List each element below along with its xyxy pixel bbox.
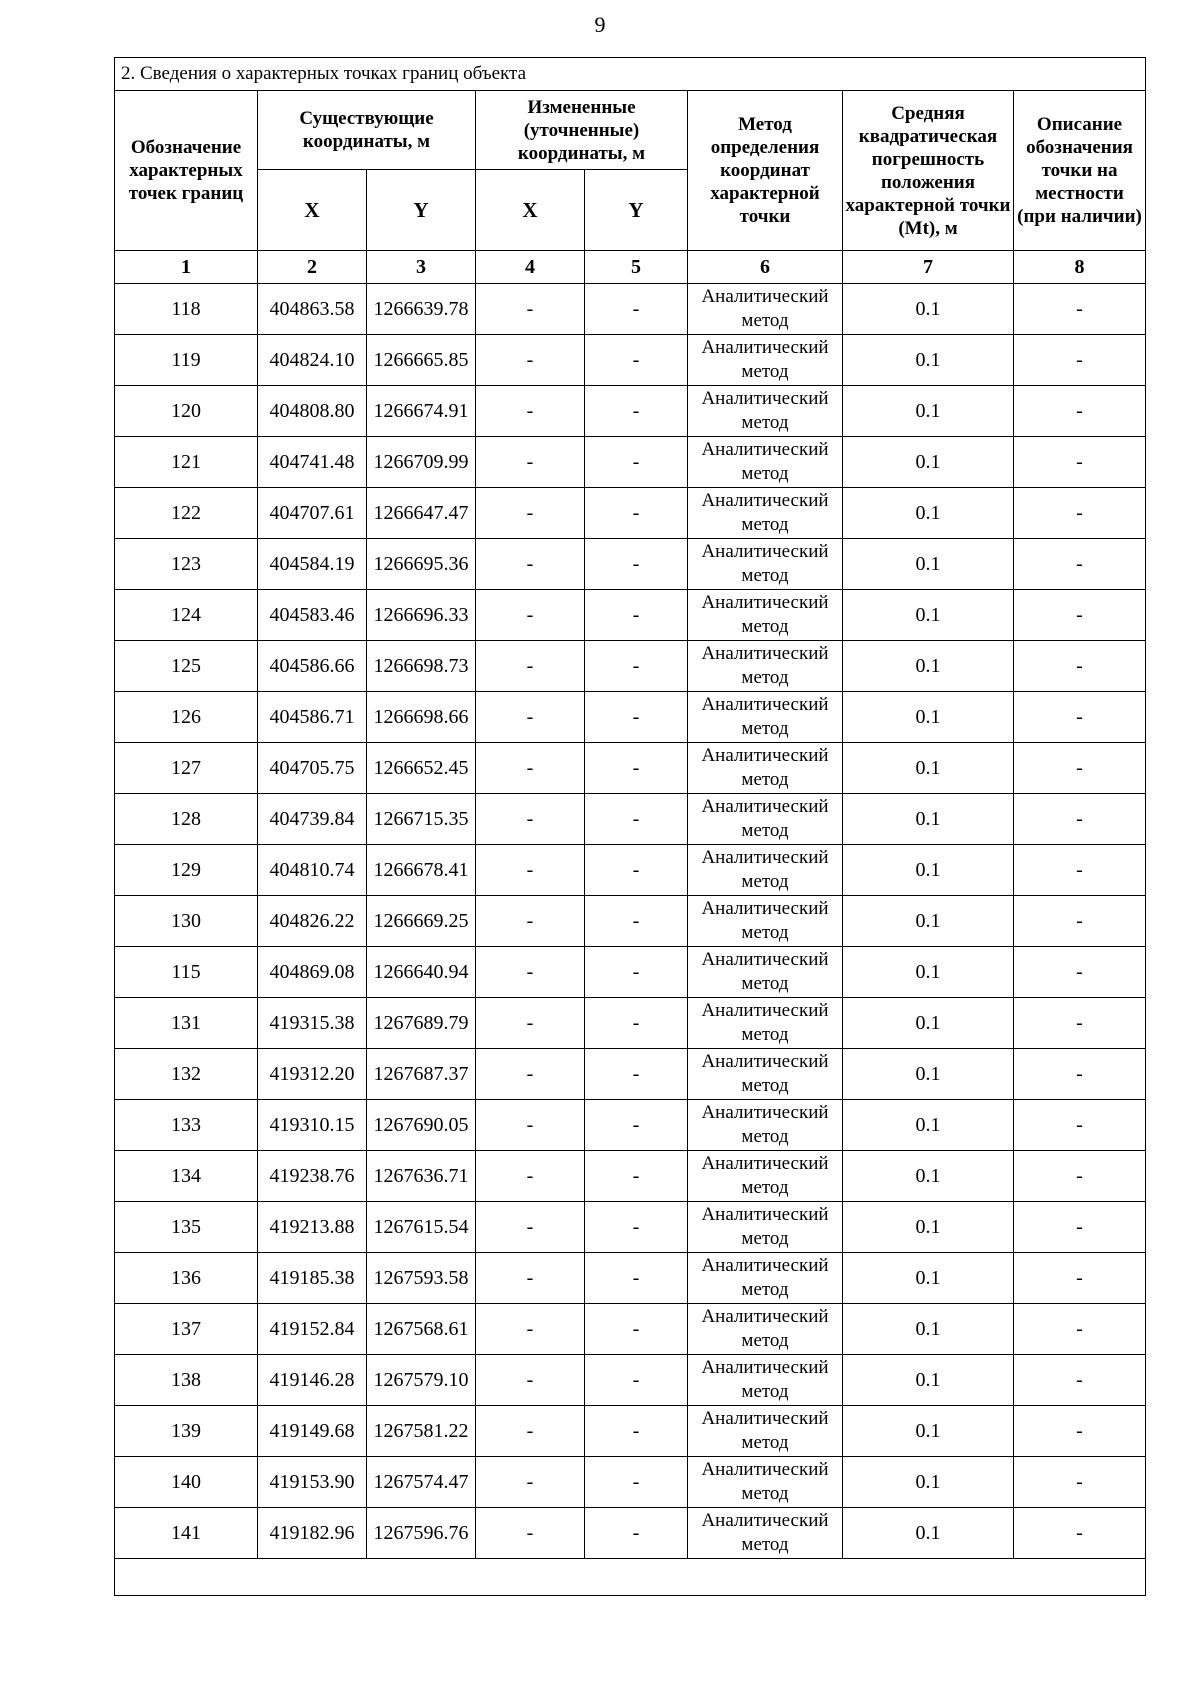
changed-x-cell: - — [476, 641, 585, 692]
error-cell: 0.1 — [843, 590, 1014, 641]
changed-x-cell: - — [476, 692, 585, 743]
header-changed-y: Y — [585, 170, 688, 251]
changed-y-cell: - — [585, 539, 688, 590]
point-id-cell: 136 — [115, 1253, 258, 1304]
existing-y-cell: 1267689.79 — [367, 998, 476, 1049]
table-row — [115, 1355, 1146, 1406]
existing-x-cell: 404583.46 — [258, 590, 367, 641]
changed-y-cell: - — [585, 284, 688, 335]
changed-y-cell: - — [585, 1100, 688, 1151]
existing-y-cell: 1266669.25 — [367, 896, 476, 947]
table-row — [115, 692, 1146, 743]
point-id-cell: 124 — [115, 590, 258, 641]
existing-x-cell: 404808.80 — [258, 386, 367, 437]
description-cell: - — [1014, 641, 1146, 692]
header-designation: Обозначение характерных точек границ — [115, 91, 258, 251]
table-row — [115, 1457, 1146, 1508]
description-cell: - — [1014, 1151, 1146, 1202]
error-cell: 0.1 — [843, 1406, 1014, 1457]
existing-y-cell: 1266709.99 — [367, 437, 476, 488]
point-id-cell: 118 — [115, 284, 258, 335]
description-cell: - — [1014, 539, 1146, 590]
changed-y-cell: - — [585, 743, 688, 794]
existing-y-cell: 1267636.71 — [367, 1151, 476, 1202]
point-id-cell: 138 — [115, 1355, 258, 1406]
header-existing-coordinates: Существующие координаты, м — [258, 91, 476, 170]
empty-footer-cell — [115, 1559, 1146, 1596]
existing-x-cell: 404586.66 — [258, 641, 367, 692]
error-cell: 0.1 — [843, 1151, 1014, 1202]
header-existing-y: Y — [367, 170, 476, 251]
error-cell: 0.1 — [843, 692, 1014, 743]
method-cell: Аналитический метод — [688, 1202, 843, 1253]
error-cell: 0.1 — [843, 641, 1014, 692]
existing-x-cell: 419149.68 — [258, 1406, 367, 1457]
existing-x-cell: 419153.90 — [258, 1457, 367, 1508]
table-row — [115, 794, 1146, 845]
changed-x-cell: - — [476, 1508, 585, 1559]
existing-y-cell: 1266665.85 — [367, 335, 476, 386]
changed-x-cell: - — [476, 1253, 585, 1304]
changed-x-cell: - — [476, 1406, 585, 1457]
error-cell: 0.1 — [843, 386, 1014, 437]
point-id-cell: 140 — [115, 1457, 258, 1508]
table-body — [115, 284, 1146, 1559]
error-cell: 0.1 — [843, 896, 1014, 947]
column-number: 2 — [258, 251, 367, 284]
changed-y-cell: - — [585, 1457, 688, 1508]
method-cell: Аналитический метод — [688, 845, 843, 896]
method-cell: Аналитический метод — [688, 335, 843, 386]
changed-x-cell: - — [476, 386, 585, 437]
changed-x-cell: - — [476, 1100, 585, 1151]
changed-y-cell: - — [585, 1355, 688, 1406]
point-id-cell: 126 — [115, 692, 258, 743]
error-cell: 0.1 — [843, 743, 1014, 794]
changed-y-cell: - — [585, 437, 688, 488]
table-row — [115, 641, 1146, 692]
existing-y-cell: 1267687.37 — [367, 1049, 476, 1100]
method-cell: Аналитический метод — [688, 896, 843, 947]
point-id-cell: 122 — [115, 488, 258, 539]
table-row — [115, 1304, 1146, 1355]
method-cell: Аналитический метод — [688, 1049, 843, 1100]
existing-x-cell: 419182.96 — [258, 1508, 367, 1559]
changed-x-cell: - — [476, 1049, 585, 1100]
error-cell: 0.1 — [843, 1304, 1014, 1355]
point-id-cell: 125 — [115, 641, 258, 692]
changed-y-cell: - — [585, 998, 688, 1049]
header-changed-x: X — [476, 170, 585, 251]
changed-x-cell: - — [476, 488, 585, 539]
description-cell: - — [1014, 284, 1146, 335]
changed-x-cell: - — [476, 1151, 585, 1202]
changed-y-cell: - — [585, 590, 688, 641]
description-cell: - — [1014, 1406, 1146, 1457]
existing-x-cell: 404707.61 — [258, 488, 367, 539]
table-row — [115, 284, 1146, 335]
description-cell: - — [1014, 692, 1146, 743]
existing-y-cell: 1267593.58 — [367, 1253, 476, 1304]
method-cell: Аналитический метод — [688, 590, 843, 641]
point-id-cell: 139 — [115, 1406, 258, 1457]
existing-y-cell: 1267596.76 — [367, 1508, 476, 1559]
point-id-cell: 134 — [115, 1151, 258, 1202]
description-cell: - — [1014, 488, 1146, 539]
table-row — [115, 335, 1146, 386]
changed-y-cell: - — [585, 845, 688, 896]
changed-y-cell: - — [585, 488, 688, 539]
error-cell: 0.1 — [843, 947, 1014, 998]
description-cell: - — [1014, 1508, 1146, 1559]
header-existing-x: X — [258, 170, 367, 251]
column-number: 1 — [115, 251, 258, 284]
table-row — [115, 1253, 1146, 1304]
error-cell: 0.1 — [843, 1253, 1014, 1304]
table-row — [115, 539, 1146, 590]
column-number: 8 — [1014, 251, 1146, 284]
changed-y-cell: - — [585, 1151, 688, 1202]
existing-y-cell: 1266695.36 — [367, 539, 476, 590]
method-cell: Аналитический метод — [688, 284, 843, 335]
error-cell: 0.1 — [843, 437, 1014, 488]
changed-y-cell: - — [585, 1508, 688, 1559]
description-cell: - — [1014, 743, 1146, 794]
method-cell: Аналитический метод — [688, 437, 843, 488]
existing-y-cell: 1266652.45 — [367, 743, 476, 794]
method-cell: Аналитический метод — [688, 1508, 843, 1559]
description-cell: - — [1014, 845, 1146, 896]
method-cell: Аналитический метод — [688, 794, 843, 845]
existing-x-cell: 404810.74 — [258, 845, 367, 896]
method-cell: Аналитический метод — [688, 1355, 843, 1406]
method-cell: Аналитический метод — [688, 692, 843, 743]
point-id-cell: 133 — [115, 1100, 258, 1151]
description-cell: - — [1014, 1202, 1146, 1253]
point-id-cell: 132 — [115, 1049, 258, 1100]
point-id-cell: 135 — [115, 1202, 258, 1253]
method-cell: Аналитический метод — [688, 539, 843, 590]
existing-x-cell: 404741.48 — [258, 437, 367, 488]
point-id-cell: 121 — [115, 437, 258, 488]
existing-y-cell: 1267574.47 — [367, 1457, 476, 1508]
description-cell: - — [1014, 794, 1146, 845]
description-cell: - — [1014, 1253, 1146, 1304]
page-number: 9 — [594, 12, 606, 37]
error-cell: 0.1 — [843, 845, 1014, 896]
point-id-cell: 123 — [115, 539, 258, 590]
point-id-cell: 115 — [115, 947, 258, 998]
description-cell: - — [1014, 896, 1146, 947]
existing-x-cell: 419238.76 — [258, 1151, 367, 1202]
point-id-cell: 127 — [115, 743, 258, 794]
changed-x-cell: - — [476, 947, 585, 998]
changed-x-cell: - — [476, 998, 585, 1049]
changed-y-cell: - — [585, 335, 688, 386]
empty-footer-row — [115, 1559, 1146, 1596]
changed-x-cell: - — [476, 896, 585, 947]
error-cell: 0.1 — [843, 1355, 1014, 1406]
table-row — [115, 743, 1146, 794]
description-cell: - — [1014, 947, 1146, 998]
existing-y-cell: 1266647.47 — [367, 488, 476, 539]
changed-x-cell: - — [476, 539, 585, 590]
error-cell: 0.1 — [843, 335, 1014, 386]
changed-x-cell: - — [476, 1457, 585, 1508]
changed-x-cell: - — [476, 335, 585, 386]
method-cell: Аналитический метод — [688, 641, 843, 692]
method-cell: Аналитический метод — [688, 743, 843, 794]
changed-x-cell: - — [476, 743, 585, 794]
changed-y-cell: - — [585, 386, 688, 437]
method-cell: Аналитический метод — [688, 1457, 843, 1508]
point-id-cell: 128 — [115, 794, 258, 845]
changed-y-cell: - — [585, 692, 688, 743]
error-cell: 0.1 — [843, 794, 1014, 845]
changed-y-cell: - — [585, 896, 688, 947]
column-number: 5 — [585, 251, 688, 284]
description-cell: - — [1014, 1049, 1146, 1100]
description-cell: - — [1014, 1457, 1146, 1508]
existing-x-cell: 404705.75 — [258, 743, 367, 794]
error-cell: 0.1 — [843, 1457, 1014, 1508]
table-row — [115, 845, 1146, 896]
table-row — [115, 1151, 1146, 1202]
method-cell: Аналитический метод — [688, 947, 843, 998]
point-id-cell: 137 — [115, 1304, 258, 1355]
changed-y-cell: - — [585, 1202, 688, 1253]
changed-y-cell: - — [585, 947, 688, 998]
existing-x-cell: 404739.84 — [258, 794, 367, 845]
changed-x-cell: - — [476, 1304, 585, 1355]
boundary-points-table — [114, 57, 1146, 1596]
changed-x-cell: - — [476, 794, 585, 845]
table-row — [115, 1049, 1146, 1100]
error-cell: 0.1 — [843, 1049, 1014, 1100]
error-cell: 0.1 — [843, 1100, 1014, 1151]
existing-y-cell: 1267579.10 — [367, 1355, 476, 1406]
existing-y-cell: 1267568.61 — [367, 1304, 476, 1355]
existing-y-cell: 1267581.22 — [367, 1406, 476, 1457]
existing-x-cell: 404824.10 — [258, 335, 367, 386]
changed-x-cell: - — [476, 1202, 585, 1253]
point-id-cell: 130 — [115, 896, 258, 947]
error-cell: 0.1 — [843, 488, 1014, 539]
changed-y-cell: - — [585, 1049, 688, 1100]
table-row — [115, 998, 1146, 1049]
point-id-cell: 129 — [115, 845, 258, 896]
existing-x-cell: 404826.22 — [258, 896, 367, 947]
description-cell: - — [1014, 1304, 1146, 1355]
column-number: 7 — [843, 251, 1014, 284]
table-row — [115, 1508, 1146, 1559]
header-method: Метод определения координат характерной точки — [688, 91, 843, 251]
existing-x-cell: 419152.84 — [258, 1304, 367, 1355]
table-row — [115, 437, 1146, 488]
column-number: 3 — [367, 251, 476, 284]
existing-x-cell: 404863.58 — [258, 284, 367, 335]
table-row — [115, 386, 1146, 437]
column-number: 4 — [476, 251, 585, 284]
changed-y-cell: - — [585, 1406, 688, 1457]
error-cell: 0.1 — [843, 539, 1014, 590]
changed-y-cell: - — [585, 1304, 688, 1355]
existing-x-cell: 419315.38 — [258, 998, 367, 1049]
changed-y-cell: - — [585, 641, 688, 692]
point-id-cell: 120 — [115, 386, 258, 437]
existing-x-cell: 404584.19 — [258, 539, 367, 590]
changed-x-cell: - — [476, 1355, 585, 1406]
column-number: 6 — [688, 251, 843, 284]
existing-y-cell: 1266639.78 — [367, 284, 476, 335]
point-id-cell: 131 — [115, 998, 258, 1049]
existing-x-cell: 419213.88 — [258, 1202, 367, 1253]
section-title: 2. Сведения о характерных точках границ объекта — [115, 58, 1146, 91]
column-number-row — [115, 251, 1146, 284]
description-cell: - — [1014, 1100, 1146, 1151]
method-cell: Аналитический метод — [688, 386, 843, 437]
existing-x-cell: 419310.15 — [258, 1100, 367, 1151]
error-cell: 0.1 — [843, 1508, 1014, 1559]
description-cell: - — [1014, 590, 1146, 641]
existing-y-cell: 1267615.54 — [367, 1202, 476, 1253]
existing-x-cell: 419185.38 — [258, 1253, 367, 1304]
method-cell: Аналитический метод — [688, 1151, 843, 1202]
table-row — [115, 590, 1146, 641]
existing-y-cell: 1267690.05 — [367, 1100, 476, 1151]
table-row — [115, 947, 1146, 998]
existing-x-cell: 404869.08 — [258, 947, 367, 998]
existing-x-cell: 419312.20 — [258, 1049, 367, 1100]
method-cell: Аналитический метод — [688, 998, 843, 1049]
existing-y-cell: 1266674.91 — [367, 386, 476, 437]
method-cell: Аналитический метод — [688, 1304, 843, 1355]
existing-x-cell: 419146.28 — [258, 1355, 367, 1406]
header-description: Описание обозначения точки на местности (при наличии) — [1014, 91, 1146, 251]
existing-y-cell: 1266678.41 — [367, 845, 476, 896]
table-row — [115, 1202, 1146, 1253]
existing-y-cell: 1266698.73 — [367, 641, 476, 692]
existing-x-cell: 404586.71 — [258, 692, 367, 743]
header-mean-square-error: Средняя квадратическая погрешность положения характерной точки (Mt), м — [843, 91, 1014, 251]
point-id-cell: 141 — [115, 1508, 258, 1559]
table-row — [115, 488, 1146, 539]
description-cell: - — [1014, 335, 1146, 386]
method-cell: Аналитический метод — [688, 1406, 843, 1457]
description-cell: - — [1014, 1355, 1146, 1406]
changed-y-cell: - — [585, 794, 688, 845]
method-cell: Аналитический метод — [688, 488, 843, 539]
error-cell: 0.1 — [843, 1202, 1014, 1253]
table-row — [115, 896, 1146, 947]
changed-x-cell: - — [476, 437, 585, 488]
existing-y-cell: 1266715.35 — [367, 794, 476, 845]
changed-y-cell: - — [585, 1253, 688, 1304]
existing-y-cell: 1266698.66 — [367, 692, 476, 743]
table-row — [115, 1406, 1146, 1457]
table-row — [115, 1100, 1146, 1151]
changed-x-cell: - — [476, 284, 585, 335]
description-cell: - — [1014, 437, 1146, 488]
error-cell: 0.1 — [843, 284, 1014, 335]
error-cell: 0.1 — [843, 998, 1014, 1049]
description-cell: - — [1014, 386, 1146, 437]
description-cell: - — [1014, 998, 1146, 1049]
changed-x-cell: - — [476, 845, 585, 896]
point-id-cell: 119 — [115, 335, 258, 386]
existing-y-cell: 1266696.33 — [367, 590, 476, 641]
existing-y-cell: 1266640.94 — [367, 947, 476, 998]
header-changed-coordinates: Измененные (уточненные) координаты, м — [476, 91, 688, 170]
method-cell: Аналитический метод — [688, 1100, 843, 1151]
changed-x-cell: - — [476, 590, 585, 641]
method-cell: Аналитический метод — [688, 1253, 843, 1304]
